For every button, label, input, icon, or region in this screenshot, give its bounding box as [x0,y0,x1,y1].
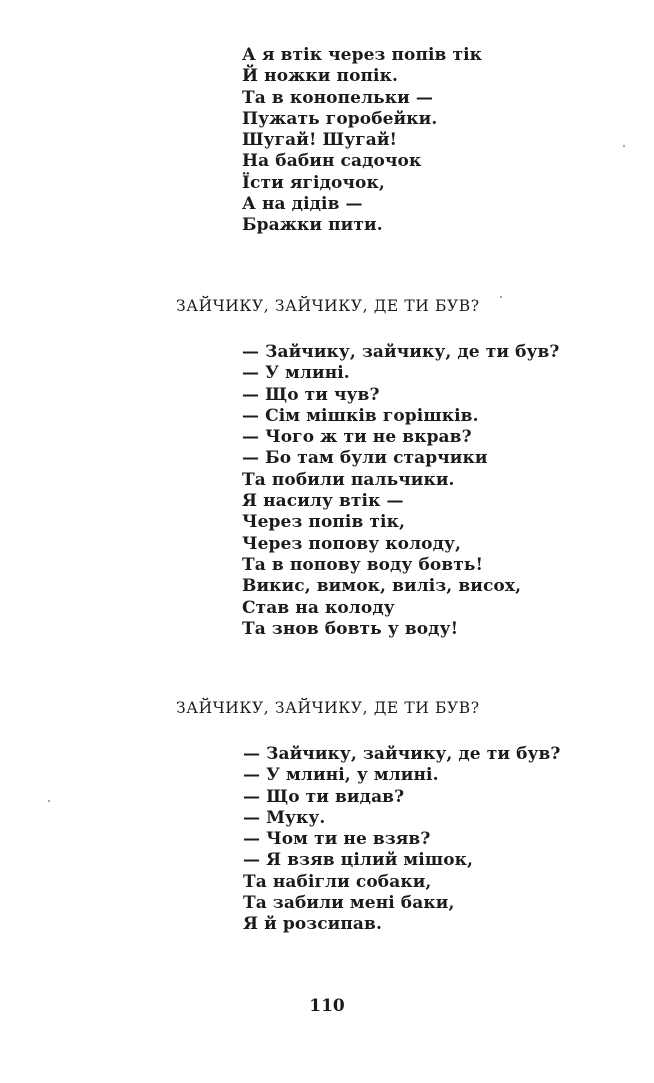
verse-line: — Сім мішків горішків. [242,405,479,426]
verse-line: Через попів тік, [242,512,406,533]
verse-line: Та в конопельки — [242,87,433,108]
verse-line: Шугай! Шугай! [242,130,398,151]
verse-line: Й ножки попік. [242,66,399,87]
verse-line: — Зайчику, зайчику, де ти був? [242,342,560,362]
poem-continuation [242,45,482,237]
verse-line: Та побили пальчики. [242,469,455,490]
verse-line: — Муку. [243,807,326,828]
verse-line: А я втік через попів тік [242,45,483,65]
verse-line: Та набігли собаки, [243,871,432,892]
print-speck [48,800,50,802]
verse-line: — Зайчику, зайчику, де ти був? [243,744,561,764]
verse-line: Та забили мені баки, [243,893,455,914]
verse-line: — Я взяв цілий мішок, [243,850,474,871]
verse-line: Став на колоду [242,597,395,618]
verse-line: — Що ти видав? [243,786,405,807]
poem-title: ЗАЙЧИКУ, ЗАЙЧИКУ, ДЕ ТИ БУВ? [176,699,480,717]
verse-line: Та знов бовть у воду! [242,618,459,639]
verse-line: Пужать горобейки. [242,108,438,129]
verse-line: На бабин садочок [242,151,422,172]
verse-line: — Що ти чув? [242,384,380,405]
verse-line: Я й розсипав. [243,914,382,935]
verse-line: — У млині, у млині. [243,765,439,786]
poem-body [243,744,561,936]
verse-line: А на дідів — [242,194,363,215]
verse-line: Бражки пити. [242,215,383,236]
verse-line: Викис, вимок, виліз, висох, [242,576,522,597]
print-speck [623,145,625,147]
verse-line: Та в попову воду бовть! [242,554,484,575]
page-number: 110 [309,996,345,1016]
poem-body [242,342,560,640]
verse-line: — Чом ти не взяв? [243,829,431,850]
verse-line: — Чого ж ти не вкрав? [242,427,472,448]
verse-line: — Бо там були старчики [242,448,488,469]
print-speck [500,296,502,298]
verse-line: Я насилу втік — [242,491,404,512]
verse-line: Через попову колоду, [242,533,462,554]
poem-title: ЗАЙЧИКУ, ЗАЙЧИКУ, ДЕ ТИ БУВ? [176,297,480,315]
verse-line: — У млині. [242,363,350,384]
verse-line: Їсти ягідочок, [242,172,385,193]
